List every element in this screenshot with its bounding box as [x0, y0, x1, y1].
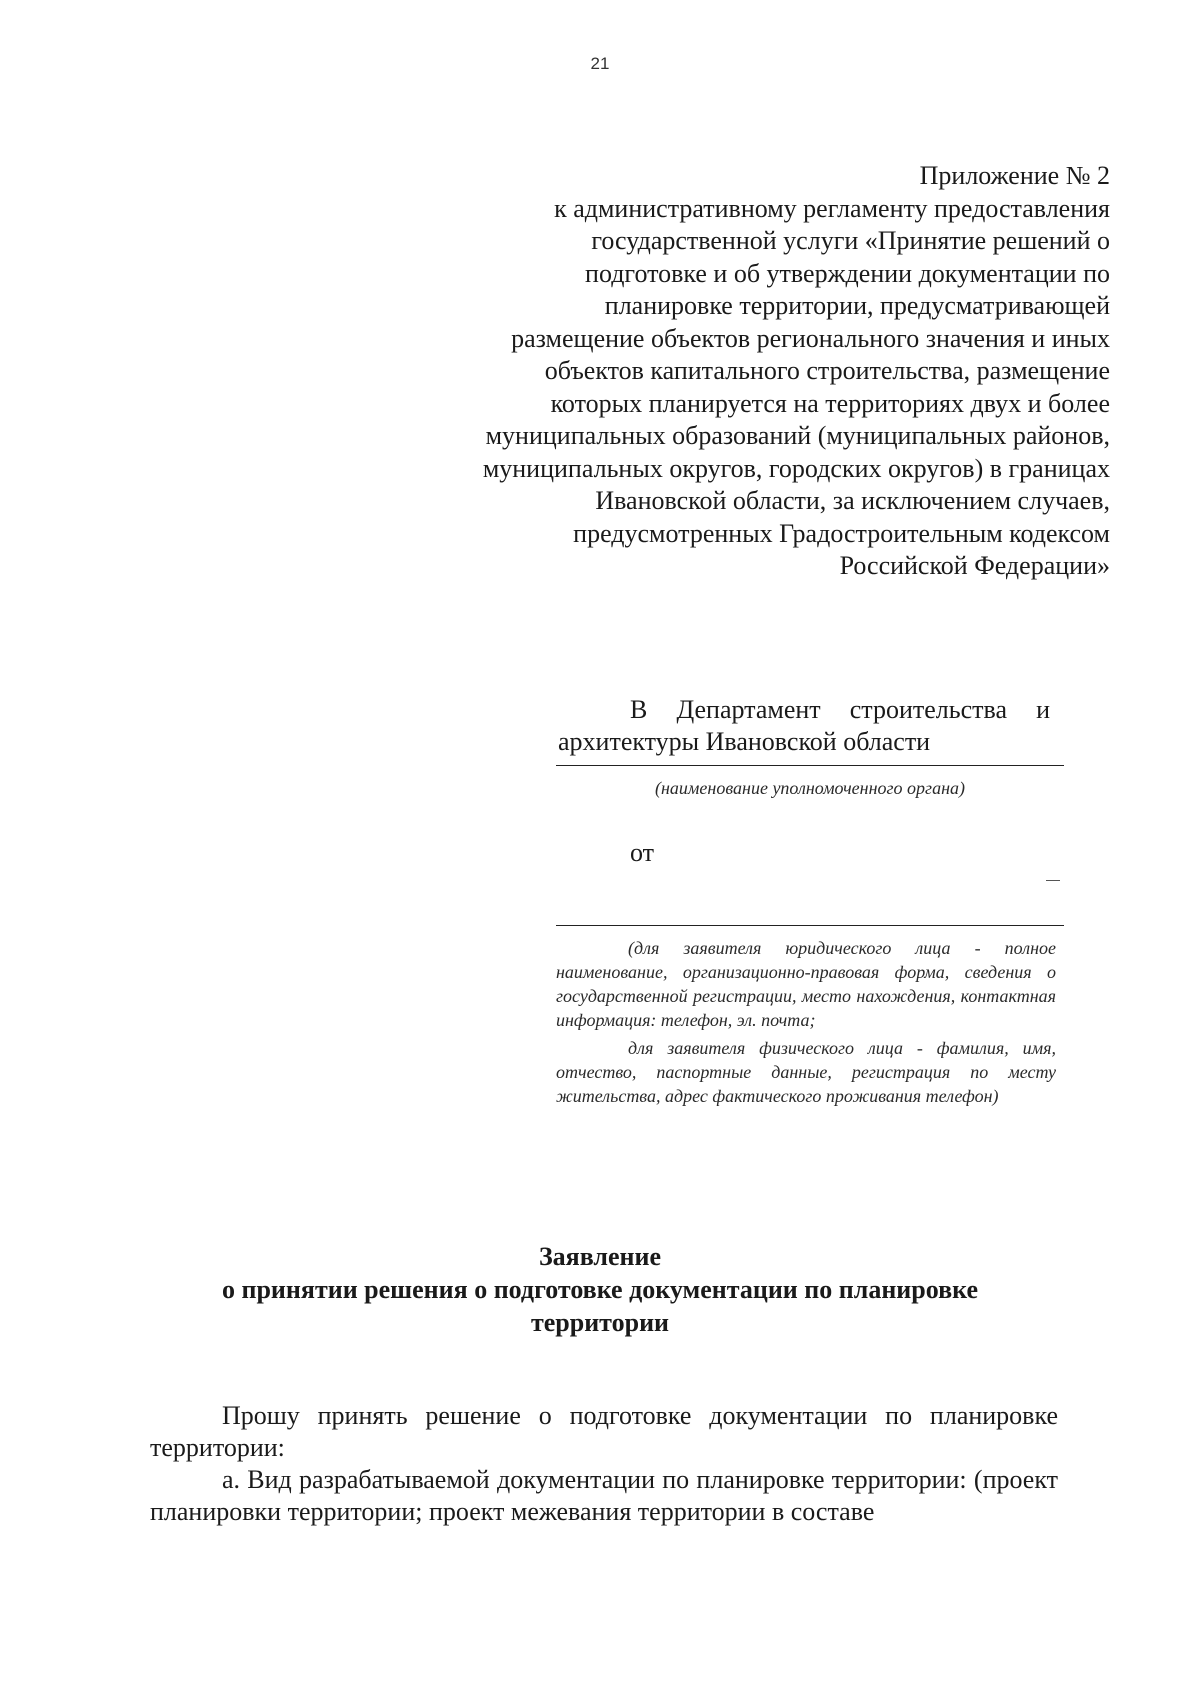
addressee-word: строительства — [849, 695, 1007, 724]
dash-mark — [1046, 880, 1060, 881]
addressee-line-2: архитектуры Ивановской области — [558, 727, 931, 756]
addressee-line-1 — [558, 694, 1050, 726]
addressee-block — [558, 694, 1058, 758]
addressee-word: и — [1036, 695, 1050, 724]
appendix-line: государственной услуги «Принятие решений о — [591, 226, 1110, 255]
appendix-line: размещение объектов регионального значения и иных — [511, 323, 1110, 353]
applicant-hint-individual: для заявителя физического лица - фамилия, имя, отчество, паспортные данные, регистрация по месту жительства, адрес фактического проживания телефон) — [556, 1038, 1056, 1106]
title-line-3: территории — [530, 1308, 670, 1337]
document-title — [150, 1240, 1050, 1339]
organ-underline — [556, 765, 1064, 766]
appendix-line: планировке территории, предусматривающей — [604, 291, 1110, 320]
appendix-line: к административному регламенту предоставления — [554, 193, 1110, 223]
appendix-line: которых планируется на территориях двух и более — [550, 388, 1110, 418]
appendix-line: подготовке и об утверждении документации по — [585, 258, 1110, 288]
from-label: от — [630, 838, 655, 867]
appendix-line: Ивановской области, за исключением случаев, — [595, 486, 1110, 515]
page-number: 21 — [590, 54, 610, 73]
appendix-line: Приложение № 2 — [919, 161, 1110, 190]
appendix-line: объектов капитального строительства, размещение — [544, 356, 1110, 385]
appendix-line: муниципальных округов, городских округов) в границах — [482, 453, 1110, 483]
addressee-word: В — [630, 695, 648, 724]
title-line-2: о принятии решения о подготовке документации по планировке — [221, 1275, 979, 1304]
body-text — [150, 1400, 1058, 1528]
applicant-underline — [556, 925, 1064, 926]
organ-hint: (наименование уполномоченного органа) — [655, 778, 965, 798]
appendix-header — [350, 160, 1110, 583]
title-line-1: Заявление — [538, 1242, 662, 1271]
applicant-hint-legal: (для заявителя юридического лица - полное наименование, организационно-правовая форма, сведения о государственной регистрации, место нахождения, контактная информация: телефон, эл. почта; — [556, 938, 1056, 1030]
appendix-line: Российской Федерации» — [839, 551, 1110, 580]
applicant-hint — [556, 936, 1056, 1108]
appendix-line: предусмотренных Градостроительным кодексом — [573, 518, 1110, 548]
body-paragraph-1: Прошу принять решение о подготовке документации по планировке территории: — [150, 1401, 1058, 1462]
body-paragraph-2: а. Вид разрабатываемой документации по планировке территории: (проект планировки территории; проект межевания территории в составе — [150, 1465, 1058, 1526]
appendix-line: муниципальных образований (муниципальных районов, — [485, 421, 1110, 450]
addressee-word: Департамент — [676, 695, 821, 724]
